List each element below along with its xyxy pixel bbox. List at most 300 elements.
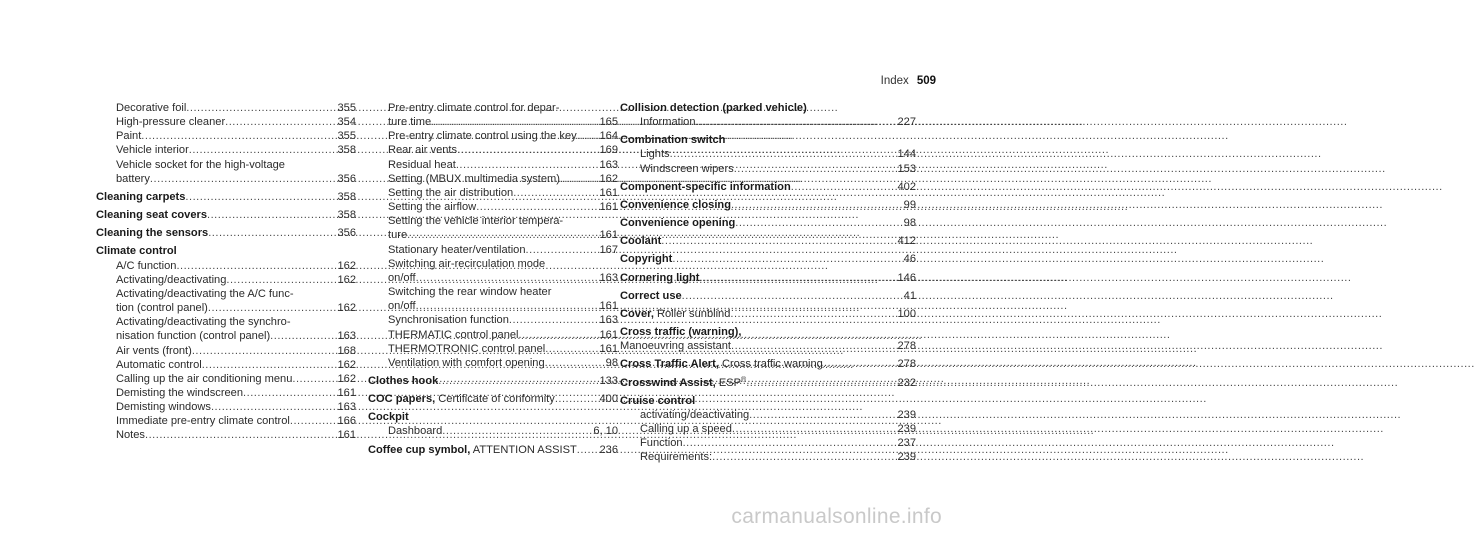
entry-subtext: Setting the air distribution: [388, 186, 514, 199]
entry-subtext: Paint: [116, 130, 142, 143]
index-subentry[interactable]: [368, 129, 618, 143]
page-ref[interactable]: 161: [599, 201, 618, 214]
entry-subtext: Rear air vents: [388, 144, 458, 157]
entry-text: [116, 358, 202, 372]
index-subentry[interactable]: [96, 172, 356, 186]
entry-subtext: Setting (MBUX multimedia system): [388, 172, 560, 185]
dot-leader: [141, 129, 333, 143]
page-ref[interactable]: 100: [897, 307, 916, 320]
entry-term: Clothes hook: [368, 374, 439, 387]
dot-leader: [749, 408, 893, 422]
page-ref[interactable]: 162: [599, 172, 618, 185]
entry-subtext: ture time: [388, 116, 432, 129]
entry-subtext: Switching air-recirculation mode: [388, 257, 546, 270]
entry-term: Component-specific information: [620, 180, 791, 193]
entry-text: [620, 234, 661, 248]
entry-subtext: ture: [388, 229, 408, 242]
page-ref[interactable]: 278: [897, 340, 916, 353]
index-column-1: [96, 101, 356, 443]
page-ref[interactable]: 162: [337, 372, 356, 385]
entry-text: [388, 158, 456, 172]
entry-text: [116, 428, 145, 442]
page-ref[interactable]: 161: [337, 386, 356, 399]
page-ref[interactable]: 99: [903, 198, 916, 211]
entry-subtext: Setting the airflow: [388, 201, 477, 214]
entry-text: [96, 245, 177, 257]
dot-leader: [731, 339, 893, 353]
entry-subtext: Calling up a speed: [640, 422, 732, 435]
entry-subtext: Vehicle socket for the high-voltage: [116, 158, 285, 171]
dot-leader: [683, 436, 894, 450]
page-ref[interactable]: 356: [337, 172, 356, 185]
dot-leader: [731, 198, 900, 212]
index-subentry: [368, 214, 618, 228]
entry-text: [620, 134, 725, 146]
index-subentry: [368, 285, 618, 299]
index-entry[interactable]: [620, 376, 916, 390]
entry-subtext: Setting the vehicle interior tempera-: [388, 215, 564, 228]
entry-text: [388, 115, 431, 129]
dot-leader: [700, 271, 894, 285]
entry-subtext: Activating/deactivating the A/C func-: [116, 287, 294, 300]
page-ref[interactable]: 239: [897, 422, 916, 435]
entry-text: [620, 271, 700, 285]
entry-subtext: THERMOTRONIC control panel: [388, 342, 546, 355]
entry-term: Combination switch: [620, 134, 726, 147]
page-ref[interactable]: 227: [897, 116, 916, 129]
entry-text: [388, 356, 545, 370]
index-subentry[interactable]: [620, 115, 916, 129]
entry-subtext: activating/deactivating: [640, 408, 750, 421]
page-ref[interactable]: 239: [897, 408, 916, 421]
page-ref[interactable]: 41: [903, 289, 916, 302]
page-ref[interactable]: 165: [599, 116, 618, 129]
index-subentry[interactable]: [96, 101, 356, 115]
page-ref[interactable]: 163: [337, 401, 356, 414]
index-subentry[interactable]: [96, 273, 356, 287]
entry-text: [620, 307, 730, 321]
index-subentry[interactable]: [620, 436, 916, 450]
dot-leader: [431, 115, 595, 129]
entry-text: [388, 215, 563, 227]
index-subentry[interactable]: [620, 339, 916, 353]
entry-text: [388, 200, 476, 214]
page-ref[interactable]: 164: [599, 130, 618, 143]
dot-leader: [712, 450, 893, 464]
entry-subtext: ATTENTION ASSIST: [470, 443, 577, 456]
index-entry[interactable]: [620, 357, 916, 371]
entry-text: [620, 252, 672, 266]
index-entry[interactable]: [96, 190, 356, 204]
dot-leader: [682, 289, 900, 303]
dot-leader: [577, 129, 596, 143]
page-ref[interactable]: 355: [337, 130, 356, 143]
entry-text: [620, 357, 823, 371]
entry-text: [640, 422, 732, 436]
page-ref[interactable]: 161: [599, 342, 618, 355]
index-subentry: [96, 158, 356, 172]
index-subentry[interactable]: [368, 424, 618, 438]
index-subentry[interactable]: [620, 450, 916, 464]
entry-subtext: Dashboard: [388, 425, 443, 438]
index-subentry[interactable]: [368, 299, 618, 313]
dot-leader: [513, 186, 595, 200]
page-ref[interactable]: 161: [599, 300, 618, 313]
dot-leader: [791, 180, 894, 194]
index-subentry[interactable]: [368, 342, 618, 356]
section-label: Index: [880, 75, 909, 87]
page-ref[interactable]: 162: [337, 259, 356, 272]
index-subentry: [368, 101, 618, 115]
entry-term: Cover,: [620, 307, 654, 320]
page-ref[interactable]: 236: [599, 443, 618, 456]
page-ref[interactable]: 161: [337, 429, 356, 442]
entry-text: [388, 102, 559, 114]
page-ref[interactable]: 412: [897, 235, 916, 248]
entry-term: Cross Traffic Alert,: [620, 358, 719, 371]
entry-subtext: A/C function: [116, 259, 177, 272]
entry-text: [116, 329, 270, 343]
index-subentry[interactable]: [620, 162, 916, 176]
index-subentry: [368, 257, 618, 271]
page-ref[interactable]: 400: [599, 393, 618, 406]
entry-term: Cross traffic (warning),: [620, 326, 742, 339]
entry-term: Cleaning seat covers: [96, 209, 207, 222]
index-subentry[interactable]: [96, 259, 356, 273]
page-ref[interactable]: 402: [897, 180, 916, 193]
page-ref[interactable]: 98: [605, 356, 618, 369]
dot-leader: [526, 243, 596, 257]
entry-subtext: Automatic control: [116, 358, 202, 371]
entry-subtext: THERMATIC control panel: [388, 328, 519, 341]
index-subentry[interactable]: [620, 422, 916, 436]
entry-subtext: Activating/deactivating the synchro-: [116, 316, 291, 329]
entry-text: [116, 288, 294, 300]
entry-text: [116, 115, 225, 129]
entry-text: [368, 443, 577, 457]
page-ref[interactable]: 168: [337, 344, 356, 357]
entry-text: [640, 115, 696, 129]
page-ref[interactable]: 153: [897, 162, 916, 175]
index-subentry: [96, 287, 356, 301]
page-ref[interactable]: 161: [599, 186, 618, 199]
index-entry: [620, 325, 916, 339]
index-subentry[interactable]: [620, 408, 916, 422]
index-subentry[interactable]: [368, 186, 618, 200]
index-entry: [368, 410, 618, 424]
entry-term: Cruise control: [620, 394, 696, 407]
entry-subtext: Lights: [640, 148, 670, 161]
dot-leader: [555, 392, 596, 406]
entry-subtext: Pre-entry climate control using the key: [388, 130, 577, 143]
entry-text: [116, 273, 226, 287]
entry-text: [116, 101, 186, 115]
entry-text: [388, 228, 407, 242]
entry-text: [116, 172, 150, 186]
index-entry: [620, 133, 916, 147]
entry-text: [388, 286, 551, 298]
entry-text: [620, 339, 731, 353]
index-subentry[interactable]: [368, 328, 618, 342]
entry-text: [388, 243, 526, 257]
dot-leader: [746, 376, 893, 390]
index-subentry[interactable]: [96, 129, 356, 143]
dot-leader: [225, 115, 333, 129]
watermark: carmanualsonline.info: [731, 505, 942, 528]
page-ref[interactable]: 162: [337, 302, 356, 315]
entry-text: [116, 159, 285, 171]
dot-leader: [545, 356, 602, 370]
index-subentry[interactable]: [96, 301, 356, 315]
page-ref[interactable]: 163: [599, 314, 618, 327]
index-subentry[interactable]: [96, 344, 356, 358]
page-ref[interactable]: 358: [337, 144, 356, 157]
dot-leader: [661, 234, 893, 248]
dot-leader: [823, 357, 894, 371]
index-entry[interactable]: [368, 392, 618, 406]
entry-text: [388, 313, 509, 327]
dot-leader: [202, 358, 334, 372]
dot-leader: [456, 158, 596, 172]
entry-text: [388, 186, 513, 200]
dot-leader: [407, 228, 595, 242]
dot-leader: [416, 299, 596, 313]
entry-term: Climate control: [96, 245, 177, 258]
entry-subtext: Stationary heater/ventilation: [388, 243, 526, 256]
entry-subtext: Roller sunblind: [653, 307, 731, 320]
entry-text: [116, 372, 292, 386]
dot-leader: [226, 273, 333, 287]
entry-text: [96, 226, 208, 240]
dot-leader: [290, 414, 334, 428]
entry-text: [620, 216, 735, 230]
dot-leader: [442, 424, 589, 438]
dot-leader: [438, 374, 595, 388]
index-entry[interactable]: [620, 289, 916, 303]
entry-subtext: Switching the rear window heater: [388, 286, 552, 299]
index-subentry[interactable]: [368, 115, 618, 129]
entry-text: [388, 342, 545, 356]
entry-term: Convenience opening: [620, 217, 736, 230]
index-entry: [96, 244, 356, 258]
entry-subtext: ESP: [715, 376, 742, 389]
page-ref[interactable]: 133: [599, 374, 618, 387]
index-subentry[interactable]: [96, 400, 356, 414]
page-ref[interactable]: 232: [897, 376, 916, 389]
entry-subtext: Synchronisation function: [388, 314, 509, 327]
index-entry[interactable]: [368, 374, 618, 388]
entry-text: [620, 198, 731, 212]
dot-leader: [476, 200, 595, 214]
index-column-2: [368, 101, 618, 457]
index-subentry[interactable]: [96, 143, 356, 157]
dot-leader: [292, 372, 333, 386]
entry-text: [116, 143, 189, 157]
page-ref[interactable]: 169: [599, 144, 618, 157]
entry-text: [620, 326, 741, 338]
page-ref[interactable]: 98: [903, 217, 916, 230]
dot-leader: [696, 115, 894, 129]
index-subentry[interactable]: [96, 329, 356, 343]
entry-term: Copyright: [620, 253, 673, 266]
page-ref[interactable]: 237: [897, 437, 916, 450]
page-ref[interactable]: 6, 10: [593, 425, 618, 438]
dot-leader: [192, 344, 334, 358]
index-subentry[interactable]: [368, 271, 618, 285]
entry-text: [388, 129, 577, 143]
dot-leader: [670, 147, 894, 161]
index-subentry: [96, 315, 356, 329]
entry-subtext: Manoeuvring assistant: [620, 340, 731, 353]
entry-text: [388, 271, 416, 285]
index-subentry[interactable]: [368, 200, 618, 214]
entry-text: [620, 102, 807, 114]
entry-text: [640, 450, 712, 464]
entry-subtext: Demisting windows: [116, 401, 211, 414]
page-ref[interactable]: 166: [337, 415, 356, 428]
index-subentry[interactable]: [368, 228, 618, 242]
entry-text: [640, 436, 683, 450]
dot-leader: [457, 143, 595, 157]
entry-term: COC papers,: [368, 393, 436, 406]
page-ref[interactable]: 163: [599, 158, 618, 171]
page-ref[interactable]: 356: [337, 227, 356, 240]
index-subentry[interactable]: [620, 147, 916, 161]
entry-text: [620, 180, 791, 194]
entry-subtext: nisation function (control panel): [116, 330, 271, 343]
page-ref[interactable]: 162: [337, 358, 356, 371]
entry-term: Cornering light: [620, 271, 700, 284]
index-entry: [620, 394, 916, 408]
entry-subtext: battery: [116, 172, 150, 185]
dot-leader: [672, 252, 899, 266]
index-entry[interactable]: [96, 208, 356, 222]
dot-leader: [545, 342, 595, 356]
page-ref[interactable]: 163: [599, 271, 618, 284]
entry-text: [368, 374, 438, 388]
entry-subtext: Certificate of conformity: [435, 393, 555, 406]
entry-subtext: Cross traffic warning: [718, 358, 823, 371]
entry-text: [620, 289, 682, 303]
entry-term: Convenience closing: [620, 198, 731, 211]
registered-mark: ®: [741, 375, 747, 383]
index-entry[interactable]: [620, 307, 916, 321]
dot-leader: [176, 259, 333, 273]
entry-term: Collision detection (parked vehicle): [620, 102, 807, 114]
page-ref[interactable]: 161: [599, 229, 618, 242]
index-subentry[interactable]: [96, 428, 356, 442]
entry-text: [640, 162, 734, 176]
page-ref[interactable]: 161: [599, 328, 618, 341]
dot-leader: [509, 313, 596, 327]
entry-subtext: Immediate pre-entry climate control: [116, 415, 290, 428]
dot-leader: [732, 422, 894, 436]
index-subentry[interactable]: [96, 414, 356, 428]
entry-text: [388, 424, 442, 438]
page-ref[interactable]: 46: [903, 253, 916, 266]
index-entry[interactable]: [620, 252, 916, 266]
page-ref[interactable]: 163: [337, 330, 356, 343]
index-subentry[interactable]: [96, 386, 356, 400]
dot-leader: [186, 101, 333, 115]
dot-leader: [416, 271, 596, 285]
page-ref[interactable]: 358: [337, 190, 356, 203]
entry-text: [116, 259, 176, 273]
entry-text: [116, 414, 290, 428]
index-entry: [620, 101, 916, 115]
entry-subtext: Function: [640, 437, 683, 450]
index-entry[interactable]: [368, 443, 618, 457]
index-entry[interactable]: [620, 271, 916, 285]
entry-subtext: Requirements:: [640, 451, 713, 464]
entry-term: Coffee cup symbol,: [368, 443, 471, 456]
entry-text: [116, 129, 141, 143]
entry-term: Cleaning the sensors: [96, 227, 209, 240]
page-ref[interactable]: 144: [897, 148, 916, 161]
dot-leader: [735, 216, 899, 230]
page-ref[interactable]: 167: [599, 243, 618, 256]
entry-subtext: Notes: [116, 429, 145, 442]
entry-subtext: Decorative foil: [116, 102, 187, 114]
entry-subtext: on/off: [388, 271, 416, 284]
index-subentry[interactable]: [96, 115, 356, 129]
index-subentry[interactable]: [368, 172, 618, 186]
entry-text: [620, 395, 695, 407]
page-ref[interactable]: 358: [337, 209, 356, 222]
index-entry[interactable]: [620, 198, 916, 212]
index-subentry[interactable]: [96, 358, 356, 372]
dot-leader: [207, 208, 333, 222]
index-entry[interactable]: [620, 216, 916, 230]
entry-term: Correct use: [620, 289, 682, 302]
page-header: [881, 75, 936, 87]
entry-text: [368, 392, 555, 406]
index-subentry[interactable]: [368, 158, 618, 172]
entry-subtext: High-pressure cleaner: [116, 116, 226, 129]
entry-term: Cockpit: [368, 411, 409, 424]
entry-text: [640, 408, 749, 422]
page-ref[interactable]: 162: [337, 273, 356, 286]
entry-text: [388, 328, 519, 342]
dot-leader: [211, 400, 334, 414]
dot-leader: [243, 386, 333, 400]
index-subentry[interactable]: [368, 243, 618, 257]
entry-subtext: Pre-entry climate control for depar-: [388, 102, 560, 114]
page-ref[interactable]: 355: [337, 102, 356, 114]
entry-text: [388, 299, 416, 313]
entry-subtext: Information: [640, 116, 696, 129]
index-entry[interactable]: [620, 180, 916, 194]
index-entry[interactable]: [620, 234, 916, 248]
page-ref[interactable]: 146: [897, 271, 916, 284]
dot-leader: [189, 143, 334, 157]
entry-text: [116, 400, 211, 414]
page-ref[interactable]: 278: [897, 358, 916, 371]
entry-text: [96, 190, 185, 204]
index-subentry[interactable]: [368, 356, 618, 370]
dot-leader: [270, 329, 333, 343]
index-subentry[interactable]: [96, 372, 356, 386]
page-ref[interactable]: 354: [337, 116, 356, 129]
index-subentry[interactable]: [368, 143, 618, 157]
page-number: 509: [916, 75, 936, 87]
index-subentry[interactable]: [368, 313, 618, 327]
index-entry[interactable]: [96, 226, 356, 240]
entry-text: [116, 386, 243, 400]
entry-text: [96, 208, 207, 222]
entry-text: [368, 411, 409, 423]
page-ref[interactable]: 239: [897, 451, 916, 464]
